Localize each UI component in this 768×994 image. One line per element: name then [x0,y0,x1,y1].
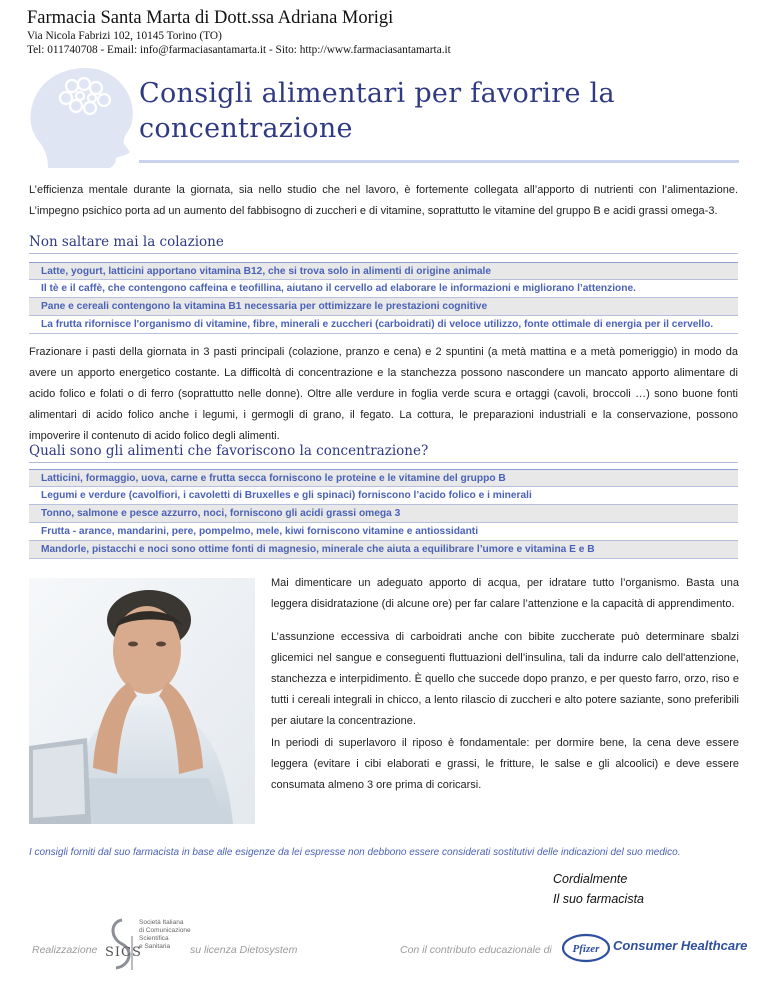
pfizer-wordmark: Pfizer [572,943,600,955]
tip-item: Pane e cereali contengono la vitamina B1 necessaria per ottimizzare le prestazioni cognitive [29,298,738,316]
tip-item: Legumi e verdure (cavolfiori, i cavoletti di Bruxelles e gli spinaci) forniscono l’acido folico e i minerali [29,487,738,505]
page-title [139,76,699,146]
tip-item: Frutta - arance, mandarini, pere, pompelmo, mele, kiwi forniscono vitamine e antiossidanti [29,523,738,541]
section-divider [29,253,738,254]
section-title-foods: Quali sono gli alimenti che favoriscono la concentrazione? [29,443,429,459]
section-divider [29,462,738,463]
tip-item: Latte, yogurt, latticini apportano vitamina B12, che si trova solo in alimenti di origine animale [29,262,738,280]
carbohydrates-paragraph: L’assunzione eccessiva di carboidrati anche con bibite zuccherate può determinare sbalzi glicemici nel sangue e conseguenti fluttuazioni dell’insulina, tali da indurre calo dell'attenzione, stanchezza e interpidimento. È quello che succede dopo pranzo, e per questo farro, orzo, riso e tutti i cereali integrali in chicco, a lento rilascio di zuccheri e alto potere saziante, sono preferibili per aiutare la concentrazione. [271,631,739,727]
pharmacy-address: Via Nicola Fabrizi 102, 10145 Torino (TO) [27,30,222,42]
footer-license: su licenza Dietosystem [190,944,298,956]
tip-item: Latticini, formaggio, uova, carne e frutta secca forniscono le proteine e le vitamine del gruppo B [29,469,738,487]
tip-item: Tonno, salmone e pesce azzurro, noci, forniscono gli acidi grassi omega 3 [29,505,738,523]
signature-greeting: Cordialmente [553,872,628,886]
footer-contribution: Con il contributo educazionale di [400,944,552,956]
pharmacy-contacts: Tel: 011740708 - Email: info@farmaciasantamarta.it - Sito: http://www.farmaciasantamarta.it [27,44,451,56]
sics-name: SICS [105,945,142,960]
page-title-line-1: Consigli alimentari per favorire la [139,78,615,109]
tip-item: Il tè e il caffè, che contengono caffeina e teofillina, aiutano il cervello ad elaborare le informazioni e migliorano l’attenzione. [29,280,738,298]
breakfast-tips-list [29,262,738,334]
water-paragraph: Mai dimenticare un adeguato apporto di acqua, per idratare tutto l’organismo. Basta una leggera disidratazione (di alcune ore) per far calare l’attenzione e la capacità di apprendimento. [271,577,739,610]
disclaimer: I consigli forniti dal suo farmacista in base alle esigenze da lei espresse non debbono essere considerati sostitutivi delle indicazioni del suo medico. [29,847,681,858]
page-title-line-2: concentrazione [139,113,353,144]
signature-name: Il suo farmacista [553,892,645,906]
intro-paragraph: L’efficienza mentale durante la giornata, sia nello studio che nel lavoro, è fortemente collegata all’apporto di nutrienti con l’alimentazione. L’impegno psichico porta ad un aumento del fabbisogno di zuccheri e di vitamine, soprattutto le vitamine del gruppo B e acidi grassi omega-3. [29,184,738,217]
footer-realization-label: Realizzazione [32,944,98,956]
tip-item: La frutta rifornisce l'organismo di vitamine, fibre, minerali e zuccheri (carboidrati) di veloce utilizzo, fonte ottimale di energia per il cervello. [29,316,738,334]
sics-description-line: Scientifica [139,935,169,942]
consumer-healthcare-label: Consumer Healthcare [613,938,748,953]
rest-paragraph: In periodi di superlavoro il riposo è fondamentale: per dormire bene, la cena deve essere leggera (evitare i cibi elaborati e grassi, le fritture, le salse e gli alcoolici) e deve essere consumata almeno 3 ore prima di coricarsi. [271,737,739,791]
pharmacy-name: Farmacia Santa Marta di Dott.ssa Adriana Morigi [27,8,394,28]
tip-item: Mandorle, pistacchi e noci sono ottime fonti di magnesio, minerale che aiuta a equilibrare l’umore e vitamina E e B [29,541,738,559]
tired-man-photo [29,578,255,824]
section-title-breakfast: Non saltare mai la colazione [29,234,224,250]
title-divider [139,160,739,163]
pfizer-logo-icon [562,933,610,963]
sics-description-line: e Sanitaria [139,943,171,950]
head-brain-icon [20,60,138,168]
sics-description-line: Società Italiana [139,919,184,926]
meals-paragraph: Frazionare i pasti della giornata in 3 pasti principali (colazione, pranzo e cena) e 2 spuntini (a metà mattina e a metà pomeriggio) in modo da avere un apporto energetico costante. La difficoltà di concentrazione e la stanchezza possono nascondere un mancato apporto alimentare di acido folico e folati o di ferro (soprattutto nelle donne). Oltre alle verdure in foglia verde scura e ortaggi (cavoli, broccoli …) sono buone fonti alimentari di acido folico anche i legumi, i germogli di grano, il fegato. La cottura, le preparazioni industriali e la conservazione, possono impoverire il contenuto di acido folico degli alimenti. [29,346,738,442]
foods-tips-list [29,469,738,559]
sics-description-line: di Comunicazione [139,927,191,934]
